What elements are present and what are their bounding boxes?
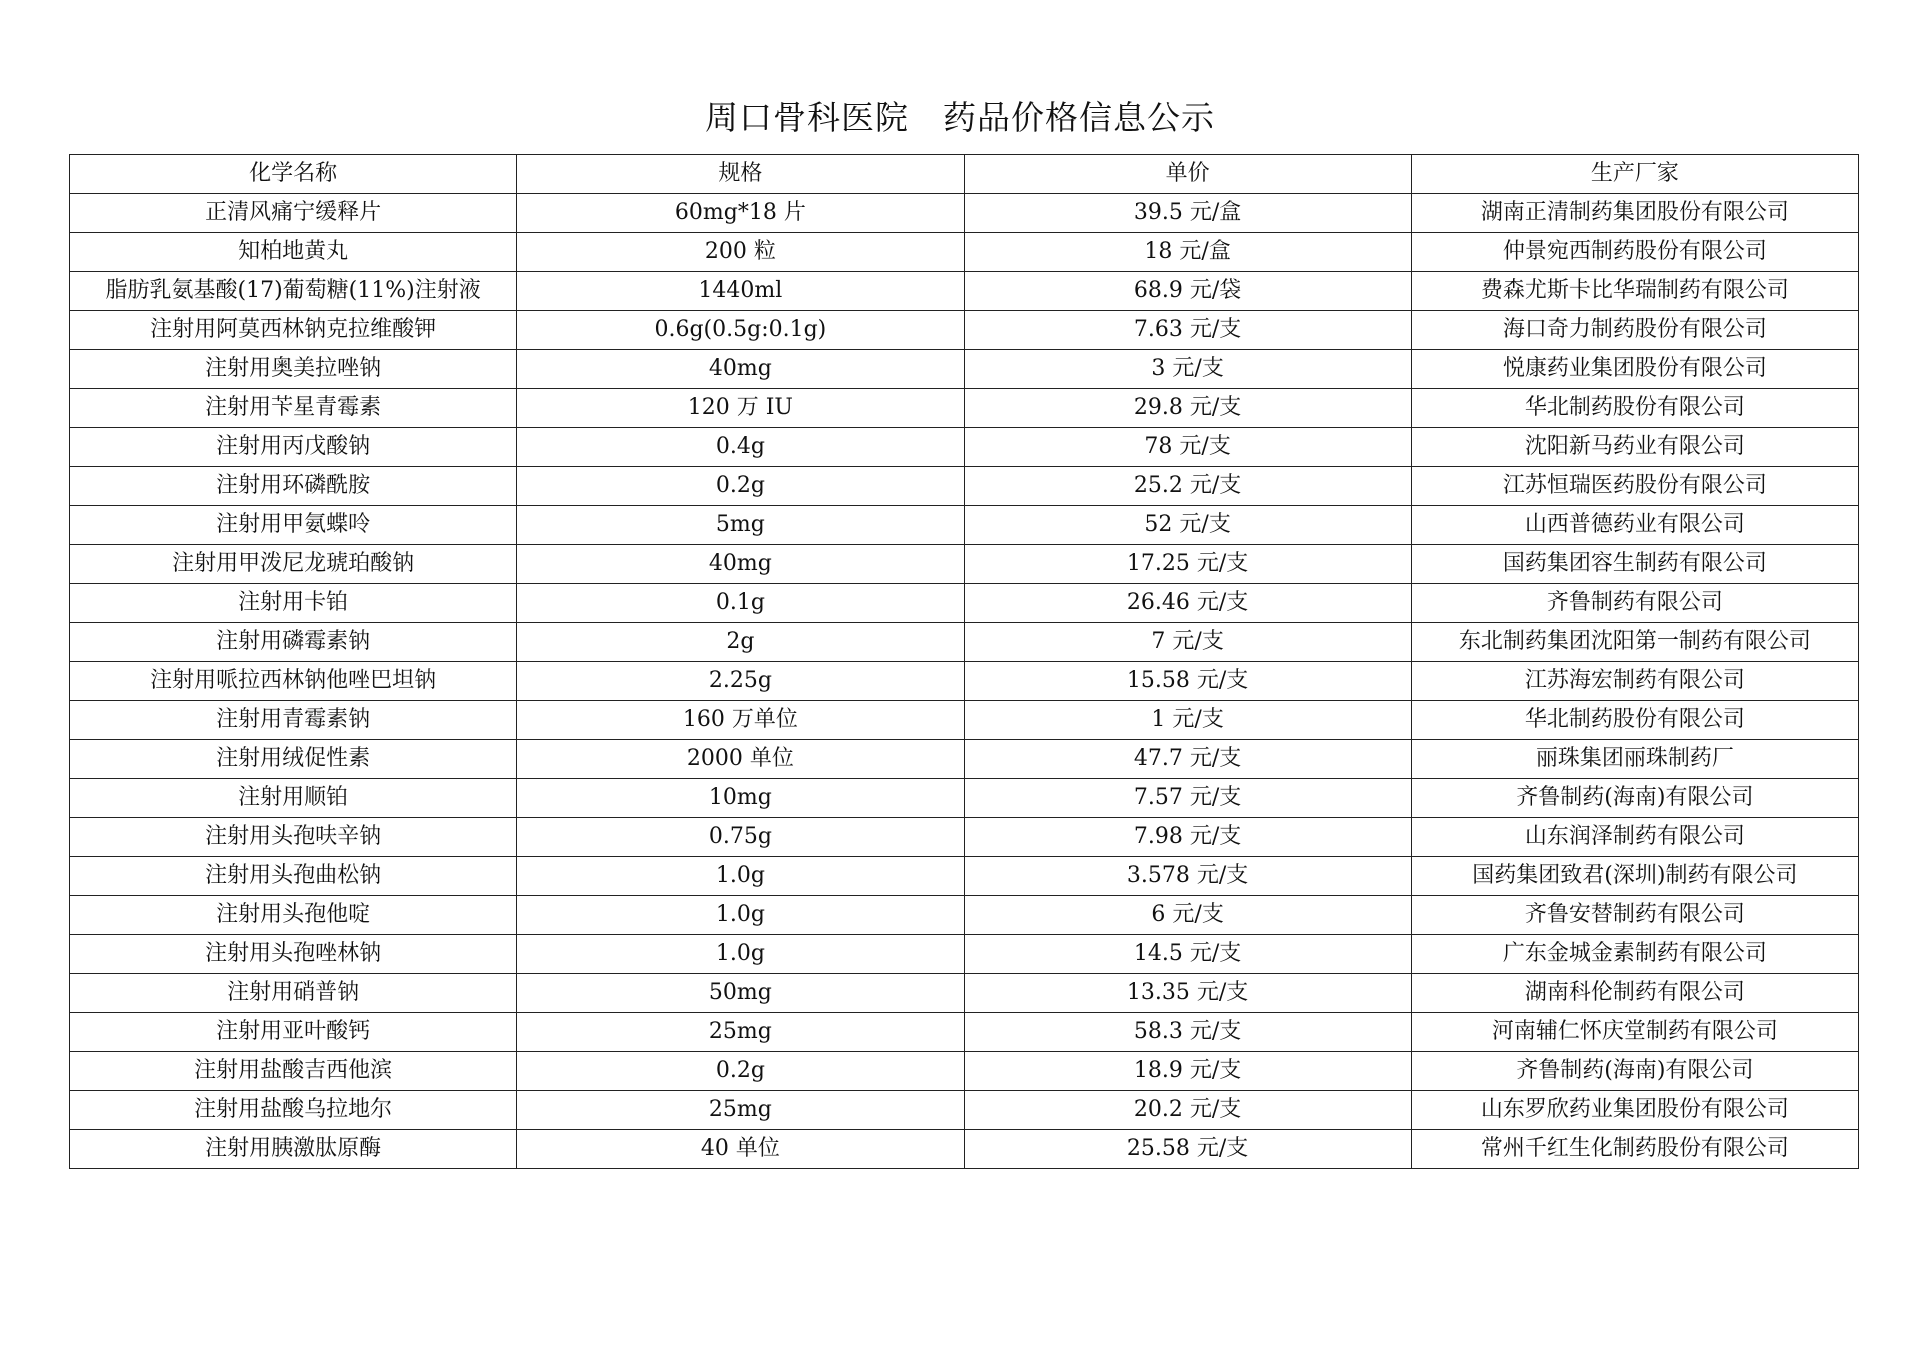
cell-chemical-name: 注射用苄星青霉素 <box>70 389 517 428</box>
cell-manufacturer: 齐鲁制药(海南)有限公司 <box>1411 779 1858 818</box>
cell-unit-price: 6 元/支 <box>964 896 1411 935</box>
cell-specification: 160 万单位 <box>517 701 964 740</box>
cell-unit-price: 18 元/盒 <box>964 233 1411 272</box>
column-header-unit-price: 单价 <box>964 155 1411 194</box>
table-row <box>70 350 1859 389</box>
cell-chemical-name: 注射用头孢呋辛钠 <box>70 818 517 857</box>
cell-chemical-name: 注射用卡铂 <box>70 584 517 623</box>
cell-manufacturer: 华北制药股份有限公司 <box>1411 701 1858 740</box>
cell-manufacturer: 丽珠集团丽珠制药厂 <box>1411 740 1858 779</box>
cell-chemical-name: 注射用磷霉素钠 <box>70 623 517 662</box>
cell-specification: 2g <box>517 623 964 662</box>
drug-price-table <box>69 154 1859 1169</box>
cell-chemical-name: 注射用绒促性素 <box>70 740 517 779</box>
cell-manufacturer: 江苏恒瑞医药股份有限公司 <box>1411 467 1858 506</box>
table-row <box>70 1052 1859 1091</box>
cell-chemical-name: 注射用盐酸乌拉地尔 <box>70 1091 517 1130</box>
cell-unit-price: 15.58 元/支 <box>964 662 1411 701</box>
table-row <box>70 818 1859 857</box>
cell-manufacturer: 山东罗欣药业集团股份有限公司 <box>1411 1091 1858 1130</box>
table-row <box>70 311 1859 350</box>
table-row <box>70 272 1859 311</box>
cell-unit-price: 18.9 元/支 <box>964 1052 1411 1091</box>
cell-specification: 1.0g <box>517 896 964 935</box>
cell-specification: 0.4g <box>517 428 964 467</box>
cell-specification: 1440ml <box>517 272 964 311</box>
column-header-specification: 规格 <box>517 155 964 194</box>
cell-unit-price: 25.58 元/支 <box>964 1130 1411 1169</box>
cell-manufacturer: 华北制药股份有限公司 <box>1411 389 1858 428</box>
cell-chemical-name: 脂肪乳氨基酸(17)葡萄糖(11%)注射液 <box>70 272 517 311</box>
cell-unit-price: 26.46 元/支 <box>964 584 1411 623</box>
cell-unit-price: 78 元/支 <box>964 428 1411 467</box>
cell-unit-price: 47.7 元/支 <box>964 740 1411 779</box>
column-header-manufacturer: 生产厂家 <box>1411 155 1858 194</box>
table-body <box>70 194 1859 1169</box>
table-row <box>70 467 1859 506</box>
cell-specification: 25mg <box>517 1091 964 1130</box>
cell-manufacturer: 东北制药集团沈阳第一制药有限公司 <box>1411 623 1858 662</box>
table-row <box>70 194 1859 233</box>
table-row <box>70 857 1859 896</box>
cell-specification: 5mg <box>517 506 964 545</box>
cell-specification: 1.0g <box>517 857 964 896</box>
table-row <box>70 428 1859 467</box>
table-row <box>70 1130 1859 1169</box>
cell-manufacturer: 齐鲁制药(海南)有限公司 <box>1411 1052 1858 1091</box>
cell-chemical-name: 注射用奥美拉唑钠 <box>70 350 517 389</box>
cell-chemical-name: 注射用硝普钠 <box>70 974 517 1013</box>
table-row <box>70 779 1859 818</box>
cell-manufacturer: 国药集团致君(深圳)制药有限公司 <box>1411 857 1858 896</box>
cell-manufacturer: 湖南科伦制药有限公司 <box>1411 974 1858 1013</box>
cell-unit-price: 7.57 元/支 <box>964 779 1411 818</box>
column-header-chemical-name: 化学名称 <box>70 155 517 194</box>
cell-unit-price: 25.2 元/支 <box>964 467 1411 506</box>
cell-specification: 0.2g <box>517 467 964 506</box>
table-row <box>70 1013 1859 1052</box>
cell-unit-price: 17.25 元/支 <box>964 545 1411 584</box>
table-row <box>70 974 1859 1013</box>
table-row <box>70 662 1859 701</box>
table-row <box>70 740 1859 779</box>
cell-manufacturer: 常州千红生化制药股份有限公司 <box>1411 1130 1858 1169</box>
cell-unit-price: 14.5 元/支 <box>964 935 1411 974</box>
cell-unit-price: 52 元/支 <box>964 506 1411 545</box>
cell-chemical-name: 注射用哌拉西林钠他唑巴坦钠 <box>70 662 517 701</box>
cell-chemical-name: 注射用亚叶酸钙 <box>70 1013 517 1052</box>
cell-unit-price: 68.9 元/袋 <box>964 272 1411 311</box>
cell-unit-price: 3.578 元/支 <box>964 857 1411 896</box>
cell-chemical-name: 注射用甲氨蝶呤 <box>70 506 517 545</box>
cell-chemical-name: 注射用环磷酰胺 <box>70 467 517 506</box>
table-row <box>70 701 1859 740</box>
cell-specification: 40mg <box>517 350 964 389</box>
cell-chemical-name: 注射用头孢曲松钠 <box>70 857 517 896</box>
page-title: 周口骨科医院 药品价格信息公示 <box>705 98 1215 137</box>
cell-specification: 40mg <box>517 545 964 584</box>
cell-manufacturer: 海口奇力制药股份有限公司 <box>1411 311 1858 350</box>
cell-unit-price: 13.35 元/支 <box>964 974 1411 1013</box>
cell-manufacturer: 河南辅仁怀庆堂制药有限公司 <box>1411 1013 1858 1052</box>
cell-manufacturer: 齐鲁安替制药有限公司 <box>1411 896 1858 935</box>
cell-specification: 25mg <box>517 1013 964 1052</box>
cell-manufacturer: 山东润泽制药有限公司 <box>1411 818 1858 857</box>
cell-manufacturer: 国药集团容生制药有限公司 <box>1411 545 1858 584</box>
cell-chemical-name: 注射用头孢他啶 <box>70 896 517 935</box>
cell-chemical-name: 知柏地黄丸 <box>70 233 517 272</box>
cell-unit-price: 39.5 元/盒 <box>964 194 1411 233</box>
cell-specification: 0.6g(0.5g:0.1g) <box>517 311 964 350</box>
table-row <box>70 389 1859 428</box>
cell-specification: 0.1g <box>517 584 964 623</box>
cell-manufacturer: 湖南正清制药集团股份有限公司 <box>1411 194 1858 233</box>
cell-specification: 50mg <box>517 974 964 1013</box>
cell-chemical-name: 注射用阿莫西林钠克拉维酸钾 <box>70 311 517 350</box>
cell-specification: 2000 单位 <box>517 740 964 779</box>
cell-chemical-name: 注射用胰激肽原酶 <box>70 1130 517 1169</box>
cell-chemical-name: 注射用丙戊酸钠 <box>70 428 517 467</box>
cell-unit-price: 3 元/支 <box>964 350 1411 389</box>
cell-chemical-name: 注射用青霉素钠 <box>70 701 517 740</box>
cell-manufacturer: 江苏海宏制药有限公司 <box>1411 662 1858 701</box>
table-row <box>70 506 1859 545</box>
table-row <box>70 623 1859 662</box>
cell-specification: 10mg <box>517 779 964 818</box>
table-row <box>70 1091 1859 1130</box>
cell-manufacturer: 仲景宛西制药股份有限公司 <box>1411 233 1858 272</box>
cell-specification: 2.25g <box>517 662 964 701</box>
cell-unit-price: 58.3 元/支 <box>964 1013 1411 1052</box>
table-row <box>70 545 1859 584</box>
cell-manufacturer: 悦康药业集团股份有限公司 <box>1411 350 1858 389</box>
table-row <box>70 233 1859 272</box>
cell-specification: 0.2g <box>517 1052 964 1091</box>
cell-unit-price: 1 元/支 <box>964 701 1411 740</box>
cell-unit-price: 7.63 元/支 <box>964 311 1411 350</box>
cell-manufacturer: 广东金城金素制药有限公司 <box>1411 935 1858 974</box>
cell-specification: 60mg*18 片 <box>517 194 964 233</box>
cell-chemical-name: 注射用顺铂 <box>70 779 517 818</box>
table-row <box>70 935 1859 974</box>
cell-chemical-name: 注射用甲泼尼龙琥珀酸钠 <box>70 545 517 584</box>
cell-unit-price: 7.98 元/支 <box>964 818 1411 857</box>
cell-manufacturer: 齐鲁制药有限公司 <box>1411 584 1858 623</box>
cell-manufacturer: 沈阳新马药业有限公司 <box>1411 428 1858 467</box>
cell-unit-price: 29.8 元/支 <box>964 389 1411 428</box>
cell-unit-price: 7 元/支 <box>964 623 1411 662</box>
cell-manufacturer: 费森尤斯卡比华瑞制药有限公司 <box>1411 272 1858 311</box>
cell-specification: 120 万 IU <box>517 389 964 428</box>
table-row <box>70 896 1859 935</box>
cell-unit-price: 20.2 元/支 <box>964 1091 1411 1130</box>
cell-chemical-name: 注射用盐酸吉西他滨 <box>70 1052 517 1091</box>
cell-specification: 200 粒 <box>517 233 964 272</box>
cell-manufacturer: 山西普德药业有限公司 <box>1411 506 1858 545</box>
table-header-row <box>70 155 1859 194</box>
cell-chemical-name: 正清风痛宁缓释片 <box>70 194 517 233</box>
table-row <box>70 584 1859 623</box>
cell-specification: 40 单位 <box>517 1130 964 1169</box>
cell-specification: 0.75g <box>517 818 964 857</box>
cell-chemical-name: 注射用头孢唑林钠 <box>70 935 517 974</box>
cell-specification: 1.0g <box>517 935 964 974</box>
